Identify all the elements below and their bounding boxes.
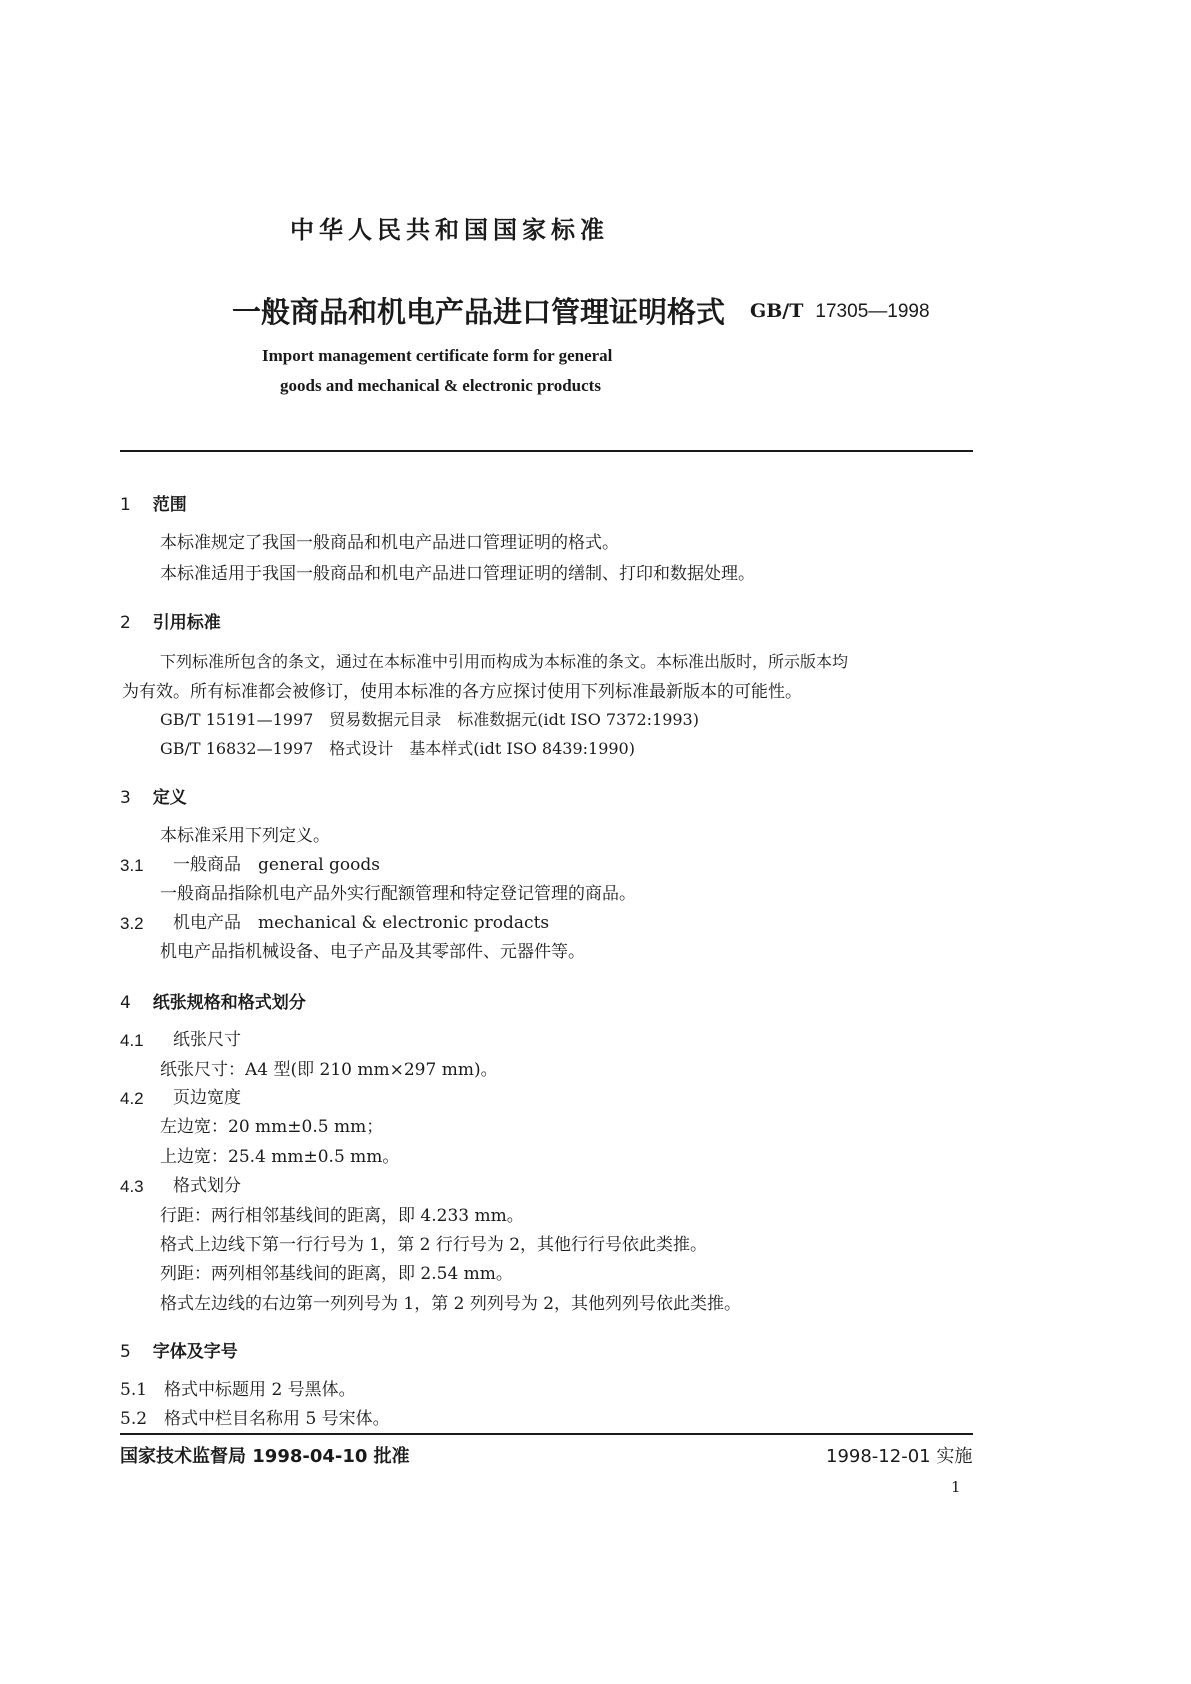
section-1-paragraph-1: 本标准规定了我国一般商品和机电产品进口管理证明的格式。 [160, 533, 619, 553]
subsection-4-2-number: 4.2 [120, 1089, 144, 1108]
definition-3-1-number: 3.1 [120, 856, 144, 875]
reference-1: GB/T 15191—1997 贸易数据元目录 标准数据元(idt ISO 7372:1993) [160, 710, 699, 729]
page-number: 1 [951, 1478, 961, 1496]
subsection-4-1-title: 纸张尺寸 [173, 1030, 241, 1050]
section-1-paragraph-2: 本标准适用于我国一般商品和机电产品进口管理证明的缮制、打印和数据处理。 [160, 564, 755, 584]
footer-divider [120, 1433, 973, 1435]
definition-3-1-term: 一般商品 general goods [173, 855, 381, 875]
format-line-3: 列距：两列相邻基线间的距离，即 2.54 mm。 [160, 1264, 513, 1284]
section-4-heading [120, 988, 306, 1013]
standard-prefix: GB/T [750, 300, 804, 322]
definition-3-2-text: 机电产品指机械设备、电子产品及其零部件、元器件等。 [160, 942, 585, 962]
approval-line: 国家技术监督局 1998-04-10 批准 [120, 1446, 410, 1467]
standard-code [750, 300, 930, 323]
section-2-heading [120, 608, 221, 633]
definition-3-1-text: 一般商品指除机电产品外实行配额管理和特定登记管理的商品。 [160, 884, 636, 904]
subsection-5-2: 5.2 格式中栏目名称用 5 号宋体。 [120, 1409, 390, 1429]
header-divider [120, 450, 973, 452]
section-number: 1 [120, 495, 131, 515]
section-2-paragraph-line-2: 为有效。所有标准都会被修订，使用本标准的各方应探讨使用下列标准最新版本的可能性。 [122, 682, 802, 702]
implementation-date: 1998-12-01 实施 [826, 1446, 973, 1467]
section-title: 引用标准 [152, 613, 221, 633]
document-title: 一般商品和机电产品进口管理证明格式 [232, 295, 726, 329]
section-number: 3 [120, 788, 131, 808]
subsection-4-3-number: 4.3 [120, 1177, 144, 1196]
section-title: 定义 [152, 788, 187, 808]
section-5-heading [120, 1337, 238, 1362]
subsection-4-3-title: 格式划分 [173, 1176, 241, 1196]
section-number: 4 [120, 993, 131, 1013]
section-1-heading [120, 490, 187, 515]
subsection-4-2-title: 页边宽度 [173, 1088, 241, 1108]
national-standard-heading: 中华人民共和国国家标准 [290, 216, 609, 244]
format-line-2: 格式上边线下第一行行号为 1，第 2 行行号为 2，其他行行号依此类推。 [160, 1235, 708, 1255]
section-title: 纸张规格和格式划分 [152, 993, 306, 1013]
english-title-line-2: goods and mechanical & electronic products [280, 376, 601, 395]
standard-number: 17305—1998 [815, 301, 930, 322]
english-title-line-1: Import management certificate form for general [262, 346, 613, 365]
section-title: 范围 [152, 495, 187, 515]
format-line-1: 行距：两行相邻基线间的距离，即 4.233 mm。 [160, 1206, 524, 1226]
section-title: 字体及字号 [152, 1342, 238, 1362]
section-3-intro: 本标准采用下列定义。 [160, 826, 330, 846]
subsection-4-1-number: 4.1 [120, 1031, 144, 1050]
section-number: 5 [120, 1342, 131, 1362]
section-2-paragraph-line-1: 下列标准所包含的条文，通过在本标准中引用而构成为本标准的条文。本标准出版时，所示版本均 [160, 652, 849, 671]
definition-3-2-number: 3.2 [120, 914, 144, 933]
subsection-5-1: 5.1 格式中标题用 2 号黑体。 [120, 1380, 356, 1400]
format-line-4: 格式左边线的右边第一列列号为 1，第 2 列列号为 2，其他列列号依此类推。 [160, 1294, 742, 1314]
reference-2: GB/T 16832—1997 格式设计 基本样式(idt ISO 8439:1990) [160, 739, 635, 758]
left-margin-width: 左边宽：20 mm±0.5 mm； [160, 1117, 384, 1137]
definition-3-2-term: 机电产品 mechanical & electronic prodacts [173, 913, 550, 933]
section-3-heading [120, 783, 187, 808]
section-number: 2 [120, 613, 131, 633]
top-margin-width: 上边宽：25.4 mm±0.5 mm。 [160, 1147, 400, 1167]
subsection-4-1-text: 纸张尺寸：A4 型(即 210 mm×297 mm)。 [160, 1060, 498, 1080]
